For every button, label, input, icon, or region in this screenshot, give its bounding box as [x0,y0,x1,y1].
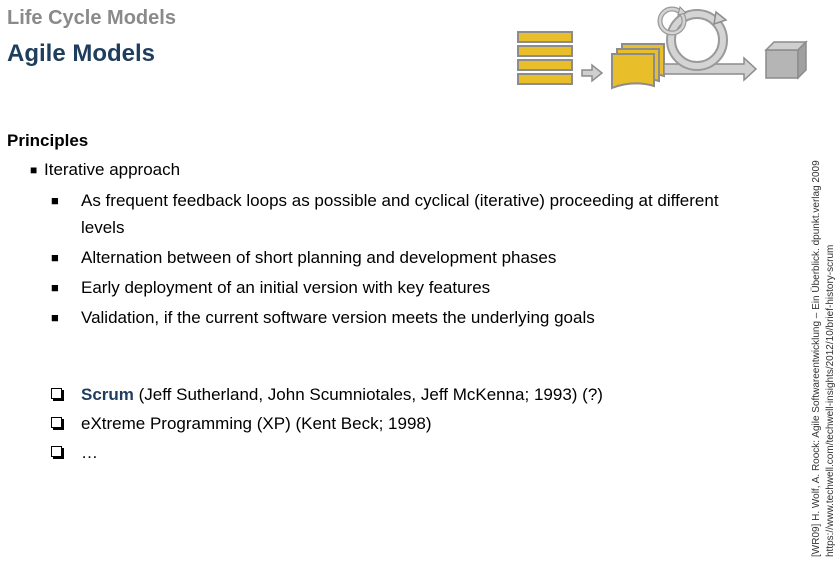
method-item-more [7,439,747,467]
more-detail: … [81,443,98,462]
agile-process-cycle-icon [512,4,812,100]
iterative-approach-label: Iterative approach [44,160,181,179]
list-item [7,244,731,271]
scrum-detail: (Jeff Sutherland, John Scumniotales, Jeff McKenna; 1993) (?) [133,385,603,404]
list-item [7,274,731,301]
sprint-documents-icon [612,44,664,88]
list-item-text: As frequent feedback loops as possible and cyclical (iterative) proceeding at different levels [81,191,719,237]
slide-title: Agile Models [7,40,156,67]
reference-note [810,127,838,557]
square-bullet-icon: ■ [51,280,59,295]
list-item-text: Validation, if the current software version meets the underlying goals [81,308,595,327]
scrum-name: Scrum [81,385,134,404]
list-item [7,187,731,241]
square-bullet-icon: ■ [30,163,38,177]
xp-detail: eXtreme Programming (XP) (Kent Beck; 1998) [81,414,432,433]
square-bullet-icon: ■ [51,250,59,265]
arrow-right-icon [582,65,602,81]
product-cube-icon [766,42,806,78]
method-item-scrum [7,381,747,409]
reference-line-2: https://www.techwell.com/techwell-insights/2012/10/brief-history-scrum [825,244,836,557]
section-title: Life Cycle Models [7,7,176,29]
iteration-cycle-icon [671,12,726,66]
principles-list [7,187,747,331]
list-item [7,304,731,331]
reference-line-1: [WR09] H. Wolf, A. Roock: Agile Softwareentwicklung – Ein Überblick. dpunkt.verlag 2009 [811,160,822,557]
list-item-text: Early deployment of an initial version with key features [81,278,491,297]
checkbox-bullet-icon [51,446,62,457]
method-item-xp [7,410,747,438]
agile-methods-list [7,381,747,467]
checkbox-bullet-icon [51,388,62,399]
principles-heading: Principles [7,131,89,150]
square-bullet-icon: ■ [51,310,59,325]
slide-content [7,130,747,468]
backlog-stack-icon [518,32,572,84]
checkbox-bullet-icon [51,417,62,428]
list-item-text: Alternation between of short planning and development phases [81,248,557,267]
iterative-approach-item [7,159,747,181]
square-bullet-icon: ■ [51,193,59,208]
